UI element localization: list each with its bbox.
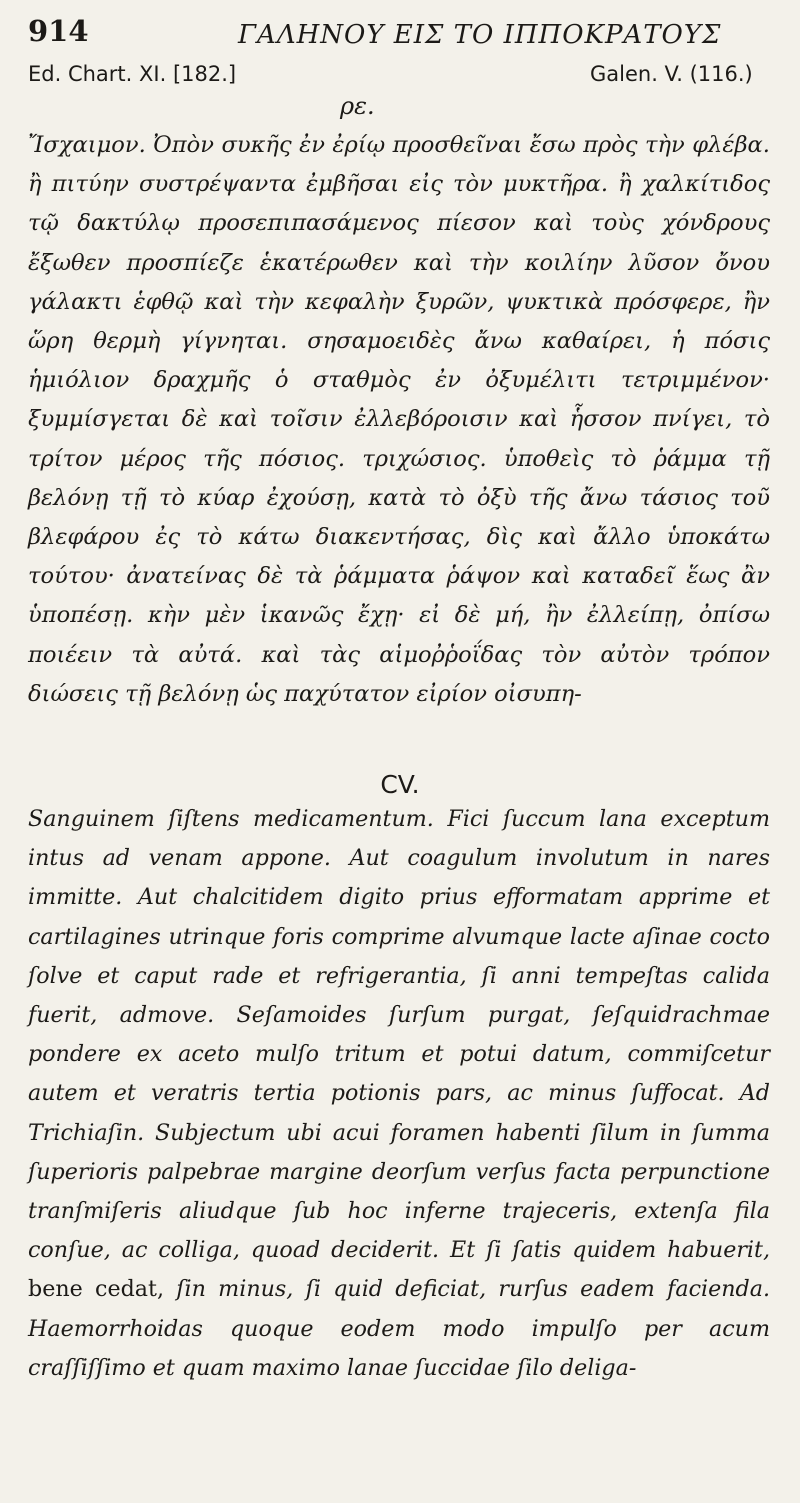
- latin-body-part2: ſin minus, ſi quid deficiat, rurſus eadem facienda. Haemorrhoidas quoque eodem modo impulſo per acum craſſiſſimo et quam maximo lanae ſuccidae ſilo deliga-: [28, 1276, 770, 1381]
- chapter-number: CV.: [380, 770, 420, 799]
- page-number: 914: [28, 14, 89, 48]
- latin-upright-phrase: bene cedat,: [28, 1276, 177, 1303]
- section-mark: ρε.: [340, 92, 375, 120]
- reference-line: [28, 56, 768, 90]
- page-header: [28, 14, 768, 54]
- greek-body: Ὀπὸν συκῆς ἐν ἐρίῳ προσθεῖναι ἔσω πρὸς τὴν φλέβα. ἢ πιτύην συστρέψαντα ἐμβῆσαι εἰς τὸν μυκτῆρα. ἢ χαλκίτιδος τῷ δακτύλῳ προσεπιπασάμενος πίεσον καὶ τοὺς χόνδρους ἔξωθεν προσπίεζε ἑκατέρωθεν καὶ τὴν κοιλίην λῦσον ὄνου γάλακτι ἑφθῷ καὶ τὴν κεφαλὴν ξυρῶν, ψυκτικὰ πρόσφερε, ἢν ὥρη θερμὴ γίγνηται. σησαμοειδὲς ἄνω καθαίρει, ἡ πόσις ἡμιόλιον δραχμῆς ὁ σταθμὸς ἐν ὀξυμέλιτι τετριμμένον· ξυμμίσγεται δὲ καὶ τοῖσιν ἐλλεβόροισιν καὶ ἧσσον πνίγει, τὸ τρίτον μέρος τῆς πόσιος. τριχώσιος. ὑποθεὶς τὸ ῥάμμα τῇ βελόνῃ τῇ τὸ κύαρ ἐχούσῃ, κατὰ τὸ ὀξὺ τῆς ἄνω τάσιος τοῦ βλεφάρου ἐς τὸ κάτω διακεντήσας, δὶς καὶ ἄλλο ὑποκάτω τούτου· ἀνατείνας δὲ τὰ ῥάμματα ῥάψον καὶ καταδεῖ ἕως ἂν ὑποπέσῃ. κὴν μὲν ἱκανῶς ἔχῃ· εἰ δὲ μή, ἢν ἐλλείπῃ, ὀπίσω ποιέειν τὰ αὐτά. καὶ τὰς αἱμοῤῥοΐδας τὸν αὐτὸν τρόπον διώσεις τῇ βελόνῃ ὡς παχύτατον εἰρίον οἰσυπη-: [28, 132, 770, 707]
- latin-body-part1: Sanguinem ſiſtens medicamentum. Fici ſuccum lana exceptum intus ad venam appone. Aut coagulum involutum in nares immitte. Aut chalcitidem digito prius efformatam apprime et cartilagines utrinque foris comprime alvumque lacte aſinae cocto ſolve et caput rade et refrigerantia, ſi anni tempeſtas calida fuerit, admove. Seſamoides ſurſum purgat, ſeſquidrachmae pondere ex aceto mulſo tritum et potui datum, commiſcetur autem et veratris tertia potionis pars, ac minus ſuffocat. Ad Trichiaſin. Subjectum ubi acui foramen habenti ſilum in ſumma ſuperioris palpebrae margine deorſum verſus facta perpunctione tranſmiſeris aliudque ſub hoc inferne trajeceris, extenſa fila conſue, ac colliga, quoad deciderit. Et ſi ſatis quidem habuerit,: [28, 806, 770, 1264]
- galen-reference: Galen. V. (116.): [590, 62, 753, 86]
- latin-text-block: [28, 800, 770, 1388]
- running-title: ΓΑΛΗΝΟΥ ΕΙΣ ΤΟ ΙΠΠΟΚΡΑΤΟΥΣ: [238, 20, 722, 50]
- greek-text-block: [28, 126, 770, 714]
- edition-reference: Ed. Chart. XI. [182.]: [28, 62, 237, 86]
- greek-heading: Ἴσχαιμον.: [28, 132, 146, 158]
